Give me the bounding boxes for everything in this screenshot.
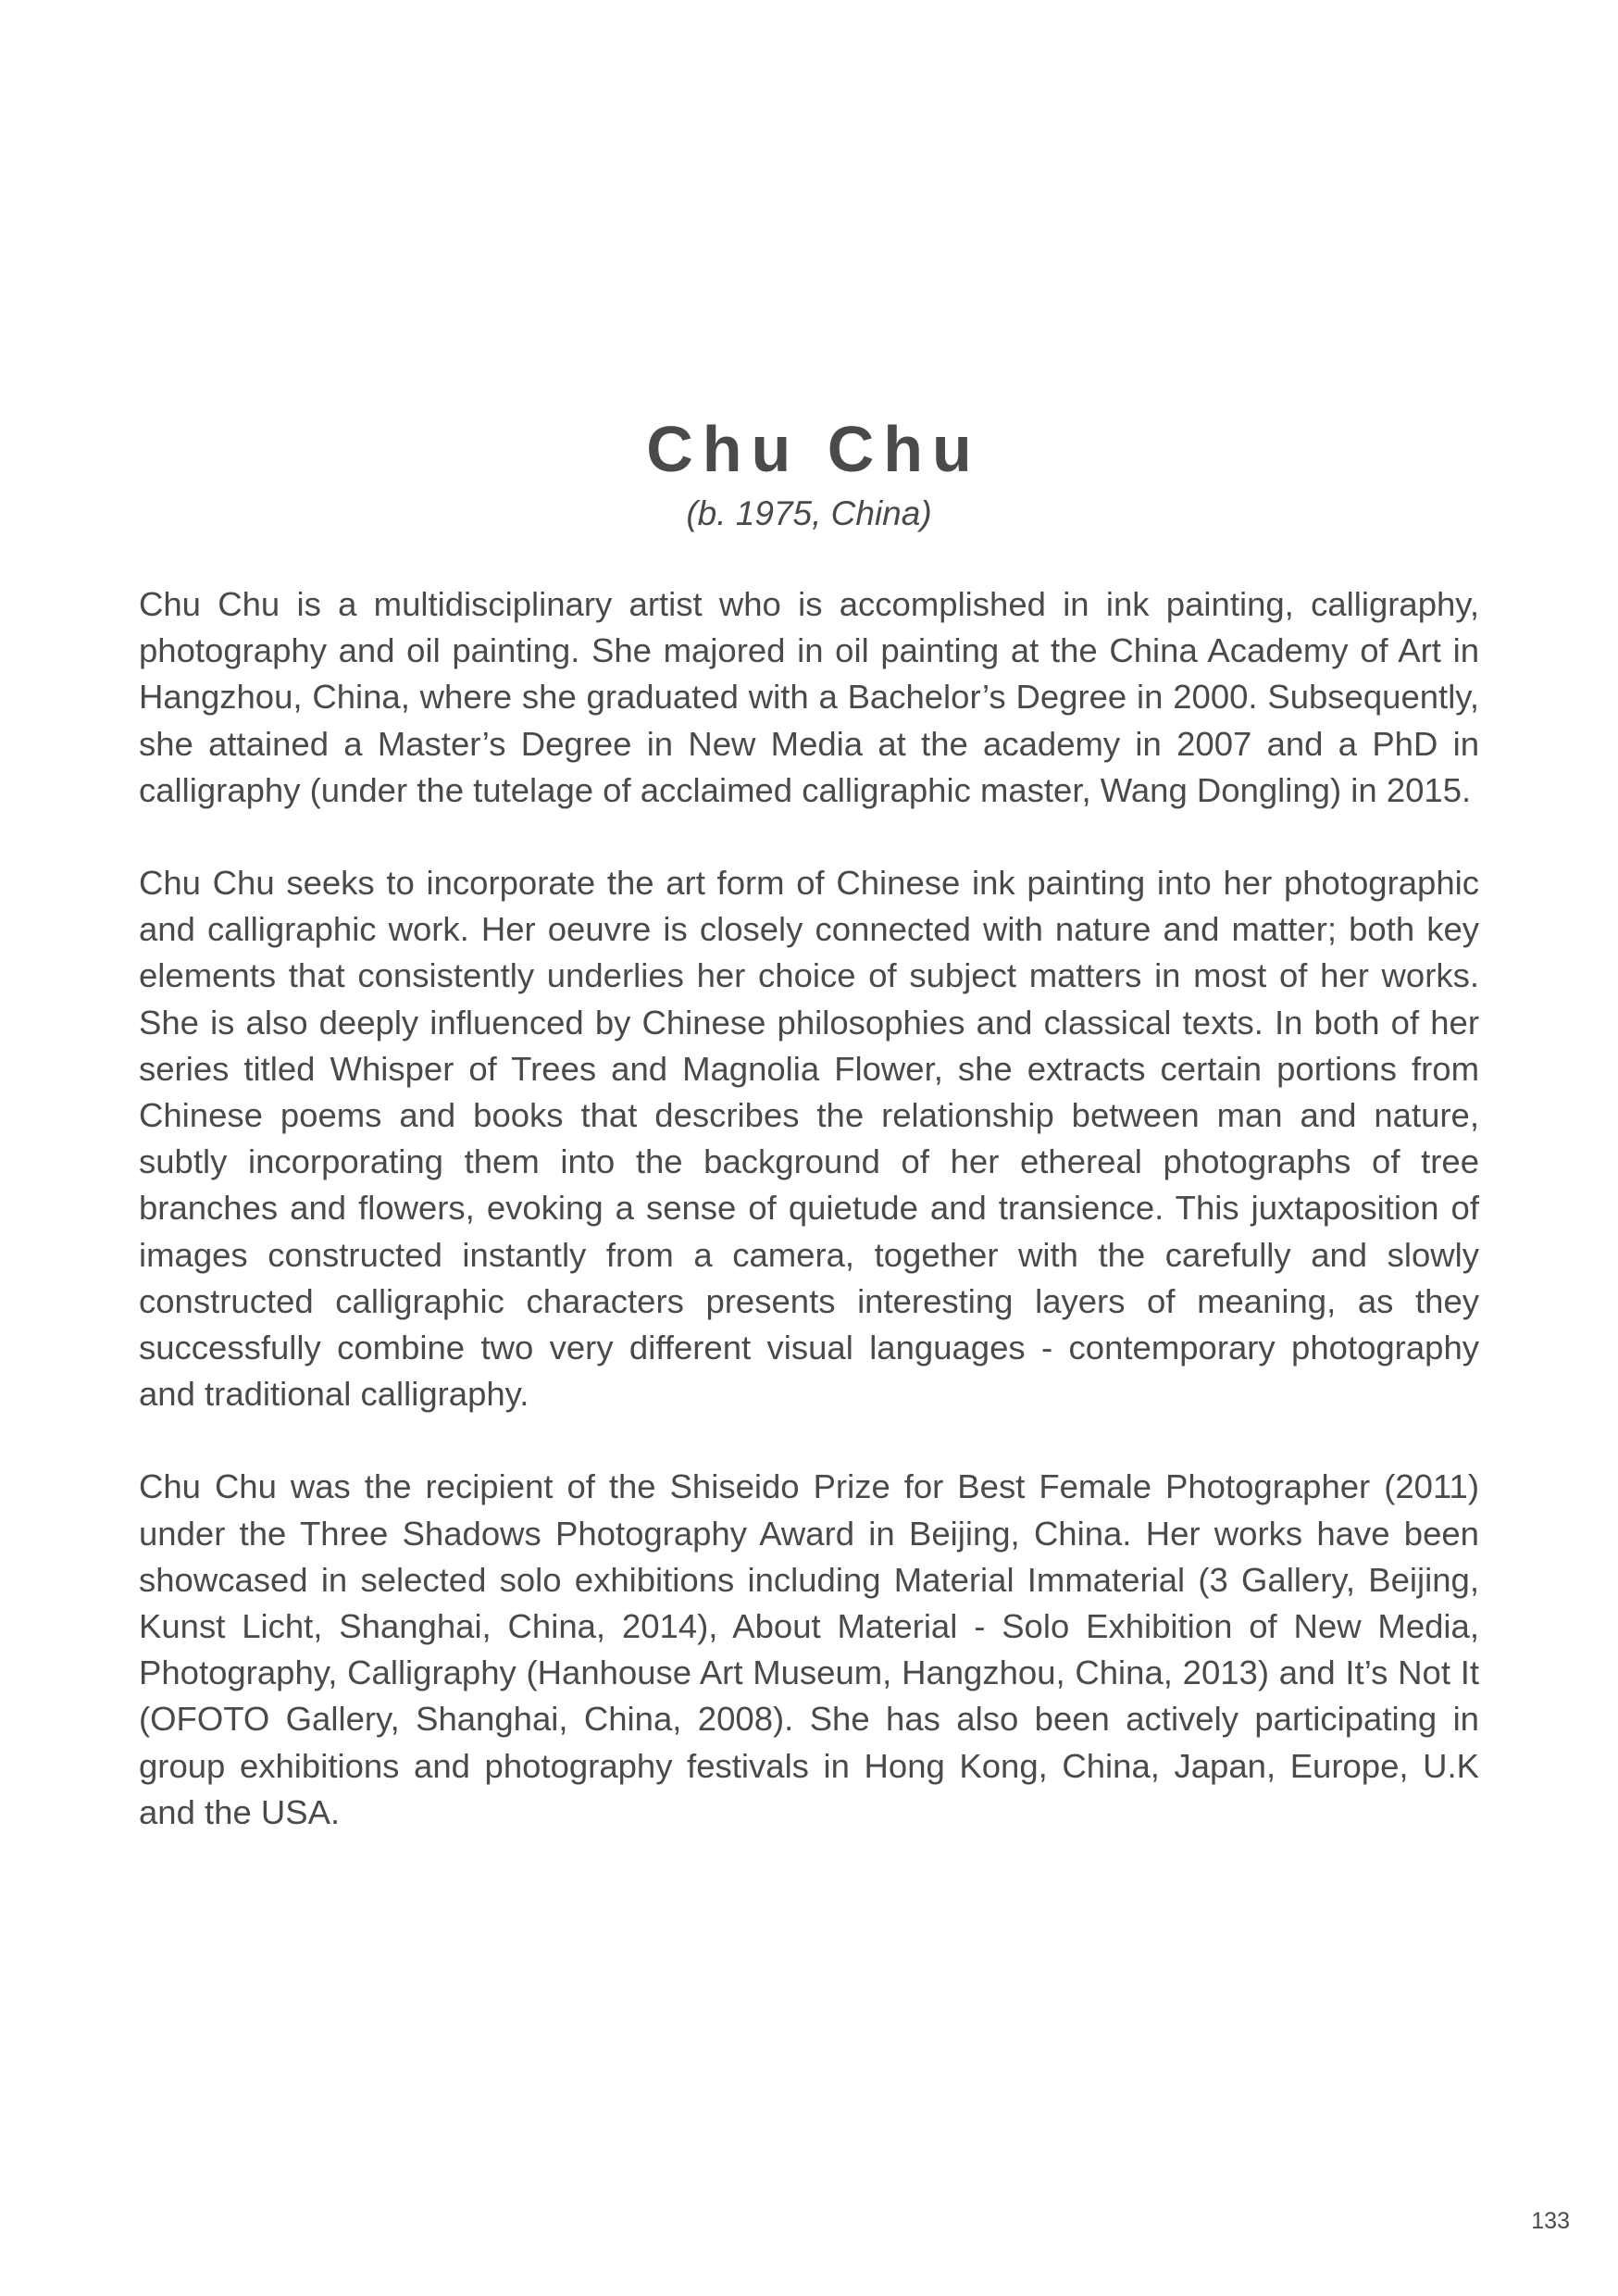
bio-paragraph-exhibitions: Chu Chu was the recipient of the Shiseido Prize for Best Female Photographer (2011) under the Three Shadows Photography Award in Beijing, China. Her works have been showcased in selected solo exhibitions including Material Immaterial (3 Gallery, Beijing, Kunst Licht, Shanghai, China, 2014), About Material - Solo Exhibition of New Media, Photography, Calligraphy (Hanhouse Art Museum, Hangzhou, China, 2013) and It’s Not It (OFOTO Gallery, Shanghai, China, 2008). She has also been actively participating in group exhibitions and photography festivals in Hong Kong, China, Japan, Europe, U.K and the USA. — [139, 1467, 1479, 1831]
artist-name: Chu Chu — [646, 413, 981, 485]
page-number: 133 — [1531, 2208, 1570, 2234]
title-block — [0, 407, 1618, 537]
artist-birth: (b. 1975, China) — [686, 494, 932, 532]
biography — [139, 581, 1479, 1882]
bio-paragraph-practice: Chu Chu seeks to incorporate the art form of Chinese ink painting into her photographic and calligraphic work. Her oeuvre is closely connected with nature and matter; both key elements that consistently underlies her choice of subject matters in most of her works. She is also deeply influenced by Chinese philosophies and classical texts. In both of her series titled Whisper of Trees and Magnolia Flower, she extracts certain portions from Chinese poems and books that describes the relationship between man and nature, subtly incorporating them into the background of her ethereal photographs of tree branches and flowers, evoking a sense of quietude and transience. This juxtaposition of images constructed instantly from a camera, together with the carefully and slowly constructed calligraphic characters presents interesting layers of meaning, as they successfully combine two very different visual languages - contemporary photography and traditional calligraphy. — [139, 864, 1479, 1414]
bio-paragraph-education: Chu Chu is a multidisciplinary artist who is accomplished in ink painting, calligraphy, photography and oil painting. She majored in oil painting at the China Academy of Art in Hangzhou, China, where she graduated with a Bachelor’s Degree in 2000. Subsequently, she attained a Master’s Degree in New Media at the academy in 2007 and a PhD in calligraphy (under the tutelage of acclaimed calligraphic master, Wang Dongling) in 2015. — [139, 585, 1479, 809]
